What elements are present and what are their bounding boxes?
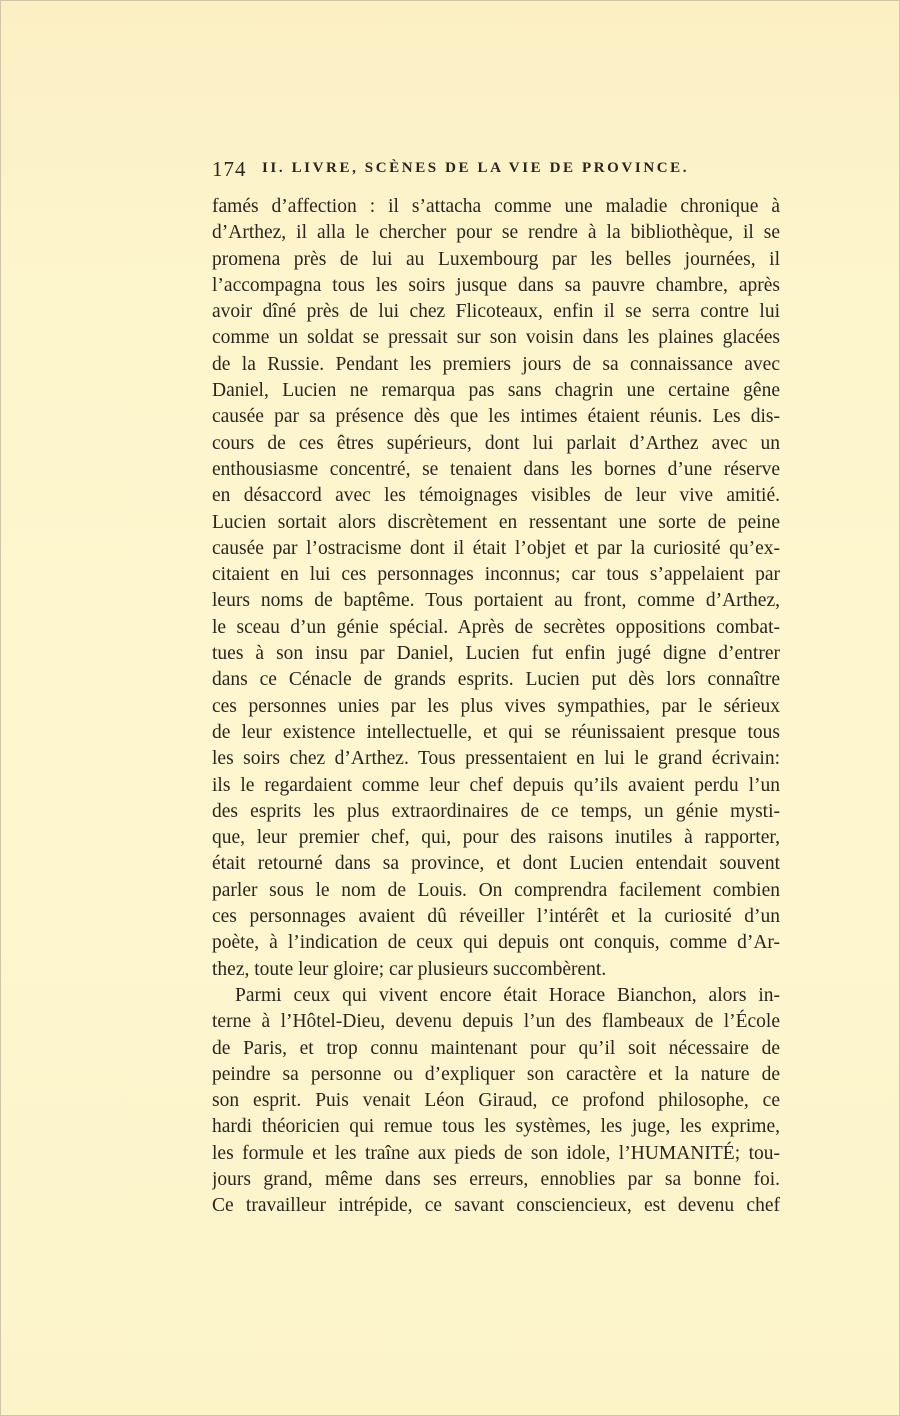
running-title: II. LIVRE, SCÈNES DE LA VIE DE PROVINCE. bbox=[262, 160, 690, 176]
text-line: les formule et les traîne aux pieds de son idole, l’HUMANITÉ; tou- bbox=[212, 1142, 780, 1164]
text-line: en désaccord avec les témoignages visibles de leur vive amitié. bbox=[212, 485, 780, 507]
text-line: de leur existence intellectuelle, et qui se réunissaient presque tous bbox=[212, 721, 780, 743]
text-line: l’accompagna tous les soirs jusque dans sa pauvre chambre, après bbox=[212, 274, 780, 296]
text-line: des esprits les plus extraordinaires de ce temps, un génie mysti- bbox=[212, 800, 780, 822]
text-line: son esprit. Puis venait Léon Giraud, ce profond philosophe, ce bbox=[212, 1090, 780, 1112]
text-line: parler sous le nom de Louis. On comprendra facilement combien bbox=[212, 879, 780, 901]
text-line: jours grand, même dans ses erreurs, ennoblies par sa bonne foi. bbox=[212, 1168, 780, 1190]
text-line: cours de ces êtres supérieurs, dont lui parlait d’Arthez avec un bbox=[212, 432, 780, 454]
text-line: d’Arthez, il alla le chercher pour se rendre à la bibliothèque, il se bbox=[212, 222, 780, 244]
text-line: était retourné dans sa province, et dont Lucien entendait souvent bbox=[212, 853, 780, 875]
text-line: terne à l’Hôtel-Dieu, devenu depuis l’un des flambeaux de l’École bbox=[212, 1011, 780, 1033]
text-line: causée par sa présence dès que les intimes étaient réunis. Les dis- bbox=[212, 406, 780, 428]
text-line: citaient en lui ces personnages inconnus; car tous s’appelaient par bbox=[212, 564, 780, 586]
text-line: causée par l’ostracisme dont il était l’objet et par la curiosité qu’ex- bbox=[212, 537, 780, 559]
text-line: tues à son insu par Daniel, Lucien fut enfin jugé digne d’entrer bbox=[212, 643, 780, 665]
paragraph bbox=[212, 194, 780, 983]
text-line: poète, à l’indication de ceux qui depuis ont conquis, comme d’Ar- bbox=[212, 932, 780, 954]
page-header bbox=[212, 157, 782, 183]
text-line: le sceau d’un génie spécial. Après de secrètes oppositions combat- bbox=[212, 616, 780, 638]
text-line: avoir dîné près de lui chez Flicoteaux, enfin il se serra contre lui bbox=[212, 301, 780, 323]
text-line: hardi théoricien qui remue tous les systèmes, les juge, les exprime, bbox=[212, 1116, 780, 1138]
text-line: que, leur premier chef, qui, pour des raisons inutiles à rapporter, bbox=[212, 827, 780, 849]
text-line: promena près de lui au Luxembourg par les belles journées, il bbox=[212, 248, 780, 270]
text-line: Parmi ceux qui vivent encore était Horace Bianchon, alors in- bbox=[235, 984, 780, 1006]
text-line: famés d’affection : il s’attacha comme une maladie chronique à bbox=[212, 196, 780, 217]
text-line: thez, toute leur gloire; car plusieurs succombèrent. bbox=[212, 958, 607, 980]
text-line: ces personnages avaient dû réveiller l’intérêt et la curiosité d’un bbox=[212, 906, 780, 928]
paragraph bbox=[212, 983, 780, 1220]
text-line: de Paris, et trop connu maintenant pour qu’il soit nécessaire de bbox=[212, 1037, 780, 1059]
text-line: leurs noms de baptême. Tous portaient au front, comme d’Arthez, bbox=[212, 590, 780, 612]
text-line: ils le regardaient comme leur chef depuis qu’ils avaient perdu l’un bbox=[212, 774, 780, 796]
text-line: les soirs chez d’Arthez. Tous pressentaient en lui le grand écrivain: bbox=[212, 748, 780, 770]
body-text bbox=[212, 194, 780, 1220]
text-line: enthousiasme concentré, se tenaient dans les bornes d’une réserve bbox=[212, 458, 780, 480]
text-line: Daniel, Lucien ne remarqua pas sans chagrin une certaine gêne bbox=[212, 380, 780, 402]
text-line: dans ce Cénacle de grands esprits. Lucien put dès lors connaître bbox=[212, 669, 780, 691]
text-line: ces personnes unies par les plus vives sympathies, par le sérieux bbox=[212, 695, 780, 717]
text-line: comme un soldat se pressait sur son voisin dans les plaines glacées bbox=[212, 327, 780, 349]
text-line: peindre sa personne ou d’expliquer son caractère et la nature de bbox=[212, 1063, 780, 1085]
text-line: de la Russie. Pendant les premiers jours de sa connaissance avec bbox=[212, 353, 780, 375]
text-line: Ce travailleur intrépide, ce savant consciencieux, est devenu chef bbox=[212, 1195, 780, 1217]
page-number: 174 bbox=[212, 157, 247, 181]
text-line: Lucien sortait alors discrètement en ressentant une sorte de peine bbox=[212, 511, 780, 533]
